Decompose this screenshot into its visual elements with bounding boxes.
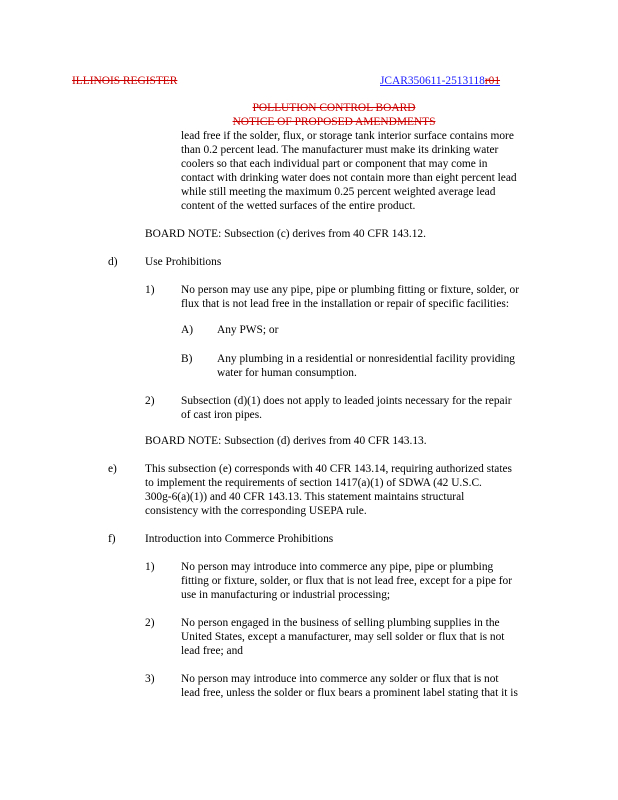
para-line: United States, except a manufacturer, may sell solder or flux that is not xyxy=(181,631,505,643)
section-f-item1-text xyxy=(181,560,512,602)
section-f-item2-text xyxy=(181,616,504,658)
section-f-item3-text xyxy=(181,672,518,700)
para-line: fitting or fixture, solder, or flux that is not lead free, except for a pipe for xyxy=(181,575,513,587)
section-d-itemA-text: Any PWS; or xyxy=(217,324,279,336)
para-line: than 0.2 percent lead. The manufacturer must make its drinking water xyxy=(181,144,499,156)
para-line: consistency with the corresponding USEPA rule. xyxy=(145,505,367,517)
para-line: Any plumbing in a residential or nonresidential facility providing xyxy=(217,353,515,365)
para-line: lead free, unless the solder or flux bears a prominent label stating that it is xyxy=(181,687,518,699)
para-line: flux that is not lead free in the installation or repair of specific facilities: xyxy=(181,298,509,310)
para-line: while still meeting the maximum 0.25 percent weighted average lead xyxy=(181,186,496,198)
para-line: No person may use any pipe, pipe or plumbing fitting or fixture, solder, or xyxy=(181,284,520,296)
para-line: to implement the requirements of section 1417(a)(1) of SDWA (42 U.S.C. xyxy=(145,477,482,489)
para-line: of cast iron pipes. xyxy=(181,409,262,421)
para-line: water for human consumption. xyxy=(217,367,357,379)
section-f-item2-num: 2) xyxy=(145,617,155,629)
para-line: No person may introduce into commerce any solder or flux that is not xyxy=(181,673,499,685)
para-line: 300g-6(a)(1)) and 40 CFR 143.13. This statement maintains structural xyxy=(145,491,465,503)
section-d-item2-text xyxy=(181,394,512,422)
para-line: contact with drinking water does not contain more than eight percent lead xyxy=(181,172,517,184)
jcar-code-main: JCAR350611-2513118 xyxy=(380,75,485,87)
section-e-label: e) xyxy=(108,463,117,475)
para-line: use in manufacturing or industrial processing; xyxy=(181,589,391,601)
section-d-item2-num: 2) xyxy=(145,395,155,407)
section-f-item3-num: 3) xyxy=(145,673,155,685)
section-d-itemB-text xyxy=(217,352,515,380)
agency-title: POLLUTION CONTROL BOARD xyxy=(252,102,416,114)
notice-title: NOTICE OF PROPOSED AMENDMENTS xyxy=(232,116,436,128)
section-f-item1-num: 1) xyxy=(145,561,155,573)
para-line: Subsection (d)(1) does not apply to leaded joints necessary for the repair xyxy=(181,395,512,407)
section-f-title: Introduction into Commerce Prohibitions xyxy=(145,533,334,545)
section-d-title: Use Prohibitions xyxy=(145,256,222,268)
section-e-text xyxy=(145,462,512,518)
para-line: This subsection (e) corresponds with 40 CFR 143.14, requiring authorized states xyxy=(145,463,512,475)
section-d-item1-text xyxy=(181,283,519,311)
continued-paragraph xyxy=(181,129,517,213)
section-d-itemB-label: B) xyxy=(181,353,193,365)
register-header: ILLINOIS REGISTER xyxy=(72,75,178,87)
para-line: lead free if the solder, flux, or storage tank interior surface contains more xyxy=(181,130,514,142)
para-line: No person engaged in the business of selling plumbing supplies in the xyxy=(181,617,500,629)
board-note-c: BOARD NOTE: Subsection (c) derives from 40 CFR 143.12. xyxy=(145,228,426,240)
jcar-code-struck-part: r01 xyxy=(484,75,501,87)
para-line: No person may introduce into commerce any pipe, pipe or plumbing xyxy=(181,561,494,573)
section-f-label: f) xyxy=(108,533,116,545)
jcar-code xyxy=(380,74,500,88)
para-line: coolers so that each individual part or component that may come in xyxy=(181,158,488,170)
section-d-label: d) xyxy=(108,256,118,268)
section-d-item1-num: 1) xyxy=(145,284,155,296)
board-note-d: BOARD NOTE: Subsection (d) derives from 40 CFR 143.13. xyxy=(145,435,427,447)
para-line: content of the wetted surfaces of the entire product. xyxy=(181,200,416,212)
section-d-itemA-label: A) xyxy=(181,324,194,336)
para-line: lead free; and xyxy=(181,645,243,657)
